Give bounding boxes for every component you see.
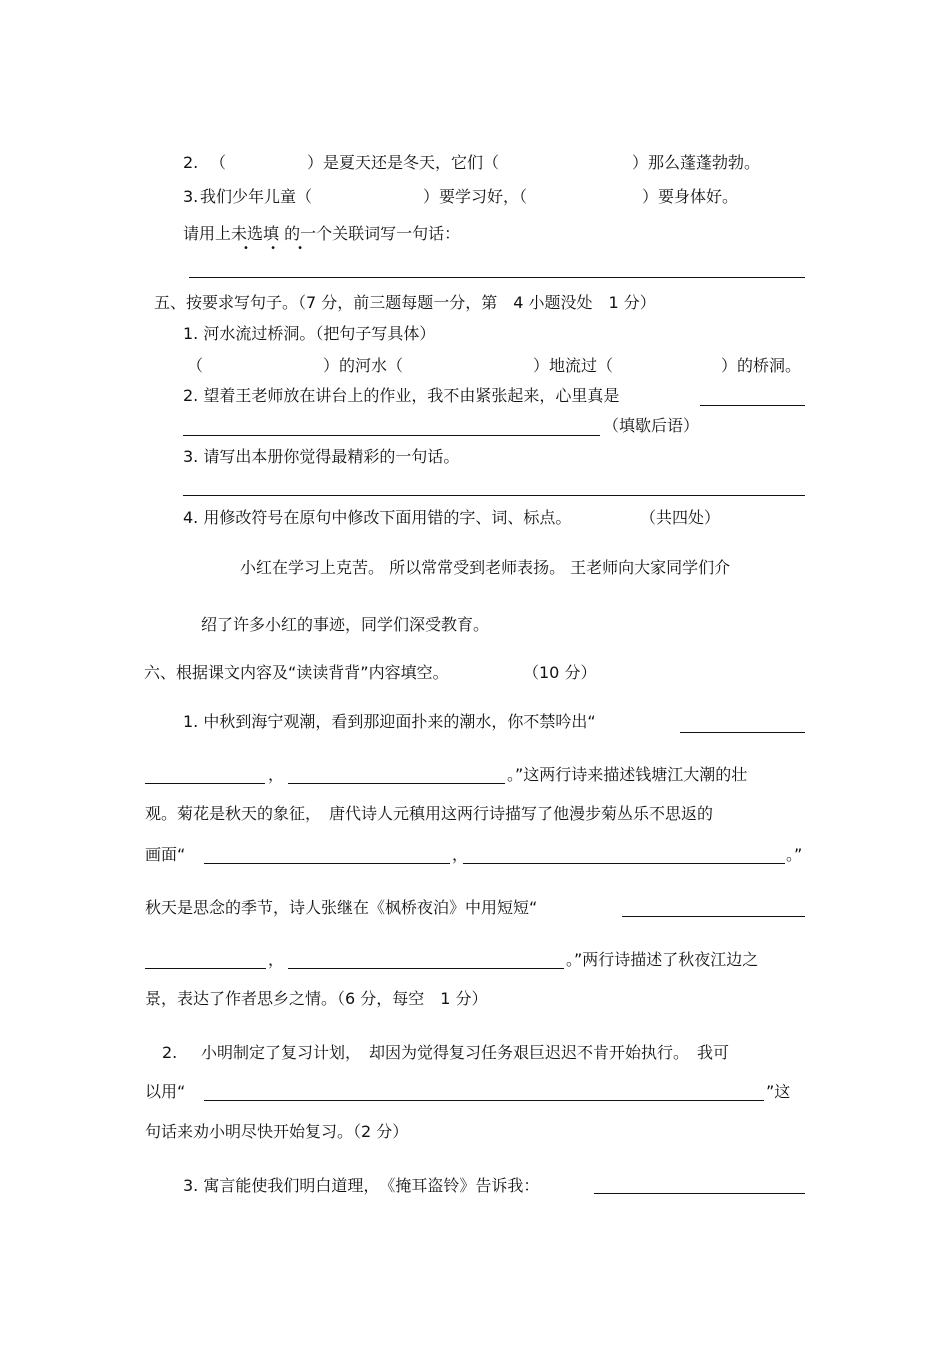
- s6-q1-blank-3[interactable]: [288, 783, 505, 784]
- s5-q3-label: 3. 请写出本册你觉得最精彩的一句话。: [183, 447, 460, 466]
- s4-prompt: 请用上未选填 的一个关联词写一句话：: [183, 224, 461, 243]
- s4-q3-start-text: 我们少年儿童（: [200, 187, 313, 206]
- s6-q2-number: 2.: [162, 1043, 178, 1062]
- s6-q1-blank-2[interactable]: [145, 783, 265, 784]
- s6-heading: 六、根据课文内容及“读读背背”内容填空。: [144, 663, 449, 682]
- s6-q1-line5: 秋天是思念的季节，诗人张继在《枫桥夜泊》中用短短“: [145, 898, 538, 917]
- s6-q1-blank-7[interactable]: [145, 968, 266, 969]
- s6-q1-line6-tail: 。”两行诗描述了秋夜江边之: [566, 950, 759, 969]
- s6-q1-line4-head: 画面“: [145, 845, 186, 864]
- s6-q3-blank[interactable]: [594, 1193, 805, 1194]
- s6-q1-blank-8[interactable]: [288, 968, 564, 969]
- s6-q1-blank-1[interactable]: [680, 732, 805, 733]
- emphasis-dots: • • •: [243, 243, 313, 254]
- s6-q1-line3: 观。菊花是秋天的象征， 唐代诗人元稹用这两行诗描写了他漫步菊丛乐不思返的: [145, 804, 714, 823]
- s5-q4-label: 4. 用修改符号在原句中修改下面用错的字、词、标点。: [183, 508, 572, 527]
- s6-q1-comma-2: ，: [452, 845, 469, 864]
- s5-q4-count: （共四处）: [640, 508, 721, 527]
- s6-heading-score: （10 分）: [523, 663, 597, 682]
- s6-q1-line7: 景，表达了作者思乡之情。（6 分，每空 1 分）: [145, 989, 488, 1008]
- s6-q1-blank-4[interactable]: [204, 863, 450, 864]
- s6-q1-line2-tail: 。”这两行诗来描述钱塘江大潮的壮: [507, 765, 748, 784]
- s5-heading: 五、按要求写句子。（7 分，前三题每题一分，第 4 小题没处 1 分）: [154, 293, 656, 312]
- s5-q1-paren-4: ）的桥洞。: [721, 356, 802, 375]
- s6-q1-line4-tail: 。”: [786, 845, 803, 864]
- s6-q1-line1: 1. 中秋到海宁观潮，看到那迎面扑来的潮水，你不禁吟出“: [183, 712, 596, 731]
- s5-q1-label: 1. 河水流过桥洞。（把句子写具体）: [183, 324, 436, 343]
- s5-q2-blank-2[interactable]: [183, 435, 600, 436]
- s5-q1-paren-3: ）地流过（: [533, 356, 614, 375]
- s4-q2-paren-open: （: [210, 153, 227, 172]
- s5-q1-paren-1: （: [187, 356, 204, 375]
- s5-q4-sentence-line2: 绍了许多小红的事迹，同学们深受教育。: [201, 615, 490, 634]
- s6-q2-line1: 小明制定了复习计划， 却因为觉得复习任务艰巨迟迟不肯开始执行。 我可: [201, 1043, 730, 1062]
- s5-q4-sentence-line1: 小红在学习上克苦。 所以常常受到老师表扬。 王老师向大家同学们介: [240, 558, 731, 577]
- s6-q1-comma-1: ，: [268, 765, 285, 784]
- s4-q2-end-text: ）那么蓬蓬勃勃。: [632, 153, 761, 172]
- s4-q2-number: 2.: [183, 153, 199, 172]
- s5-q2-label: 2. 望着王老师放在讲台上的作业，我不由紧张起来，心里真是: [183, 386, 620, 405]
- s5-q2-hint: （填歇后语）: [603, 416, 700, 435]
- s6-q3-line1: 3. 寓言能使我们明白道理， 《掩耳盗铃》告诉我：: [183, 1176, 540, 1195]
- s6-q2-line2-head: 以用“: [145, 1082, 186, 1101]
- s6-q1-comma-3: ，: [268, 950, 285, 969]
- s5-q3-answer-line[interactable]: [183, 495, 805, 496]
- s4-answer-line[interactable]: [189, 277, 805, 278]
- s6-q1-blank-5[interactable]: [463, 863, 785, 864]
- s6-q2-line3: 句话来劝小明尽快开始复习。（2 分）: [145, 1122, 409, 1141]
- s5-q1-paren-2: ）的河水（: [323, 356, 404, 375]
- s4-q3-end-text: ）要身体好。: [642, 187, 739, 206]
- s6-q1-blank-6[interactable]: [622, 916, 805, 917]
- s4-q2-middle-text: ）是夏天还是冬天，它们（: [307, 153, 500, 172]
- s6-q2-line2-tail: ”这: [766, 1082, 791, 1101]
- s4-q3-middle-text: ）要学习好，（: [423, 187, 528, 206]
- s4-q3-number: 3.: [183, 187, 199, 206]
- s5-q2-blank-1[interactable]: [700, 405, 805, 406]
- s6-q2-blank[interactable]: [204, 1100, 764, 1101]
